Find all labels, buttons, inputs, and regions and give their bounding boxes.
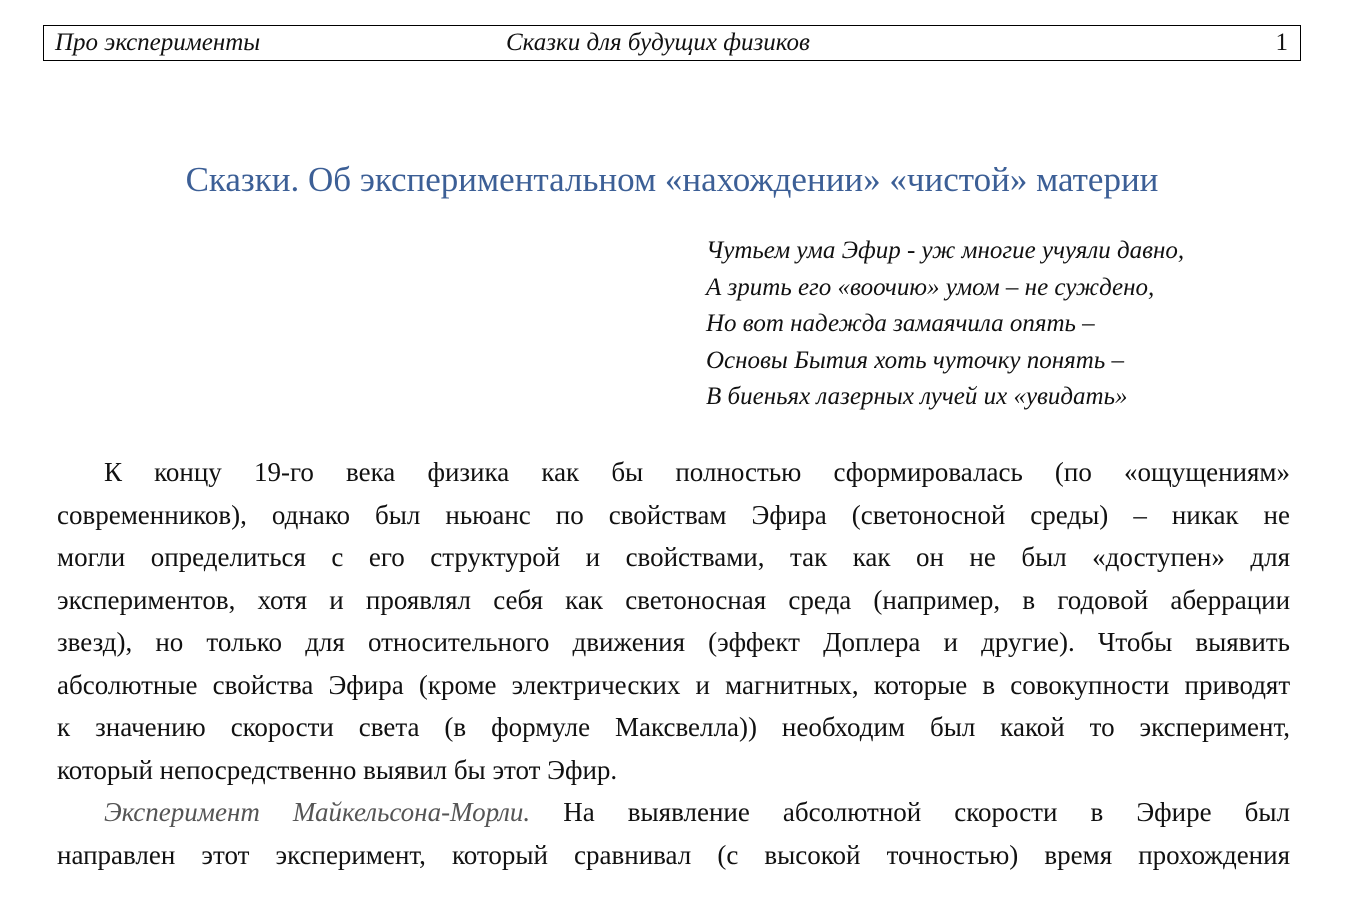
page-header: [43, 25, 1301, 61]
paragraph-line: к значению скорости света (в формуле Максвелла)) необходим был какой то эксперимент,: [57, 712, 1290, 742]
epigraph: [706, 233, 1184, 416]
epigraph-line: Основы Бытия хоть чуточку понять –: [706, 346, 1124, 374]
paragraph-line: который непосредственно выявил бы этот Эфир.: [57, 754, 618, 785]
paragraph-text: На выявление абсолютной скорости в Эфире был: [530, 797, 1290, 827]
epigraph-line: А зрить его «воочию» умом – не суждено,: [706, 273, 1155, 301]
paragraph-line: [57, 791, 1290, 834]
header-page-number: 1: [1275, 29, 1288, 56]
paragraph-line: абсолютные свойства Эфира (кроме электрических и магнитных, которые в совокупности приводят: [57, 669, 1291, 700]
document-title: Сказки. Об экспериментальном «нахождении» «чистой» материи: [185, 160, 1159, 199]
paragraph-2: [57, 791, 1290, 876]
paragraph-line: современников), однако был ньюанс по свойствам Эфира (светоносной среды) – никак не: [57, 499, 1290, 530]
paragraph-line: экспериментов, хотя и проявлял себя как светоносная среда (например, в годовой аберрации: [57, 584, 1291, 615]
body-text: [57, 451, 1290, 876]
paragraph-1: [57, 451, 1290, 791]
epigraph-line: В биеньях лазерных лучей их «увидать»: [706, 383, 1128, 410]
epigraph-line: Но вот надежда замаячила опять –: [706, 310, 1095, 337]
epigraph-line: Чутьем ума Эфир - уж многие учуяли давно,: [706, 237, 1185, 264]
paragraph-line: могли определиться с его структурой и свойствами, так как он не был «доступен» для: [57, 542, 1290, 572]
experiment-heading: Эксперимент Майкельсона-Морли.: [104, 797, 531, 827]
header-book-title: Сказки для будущих физиков: [506, 29, 810, 56]
header-section-title: Про эксперименты: [55, 29, 261, 56]
paragraph-line: К концу 19-го века физика как бы полностью сформировалась (по «ощущениям»: [104, 457, 1290, 487]
paragraph-line: звезд), но только для относительного движения (эффект Доплера и другие). Чтобы выявить: [57, 627, 1290, 657]
paragraph-line: направлен этот эксперимент, который сравнивал (с высокой точностью) время прохождения: [57, 839, 1290, 870]
